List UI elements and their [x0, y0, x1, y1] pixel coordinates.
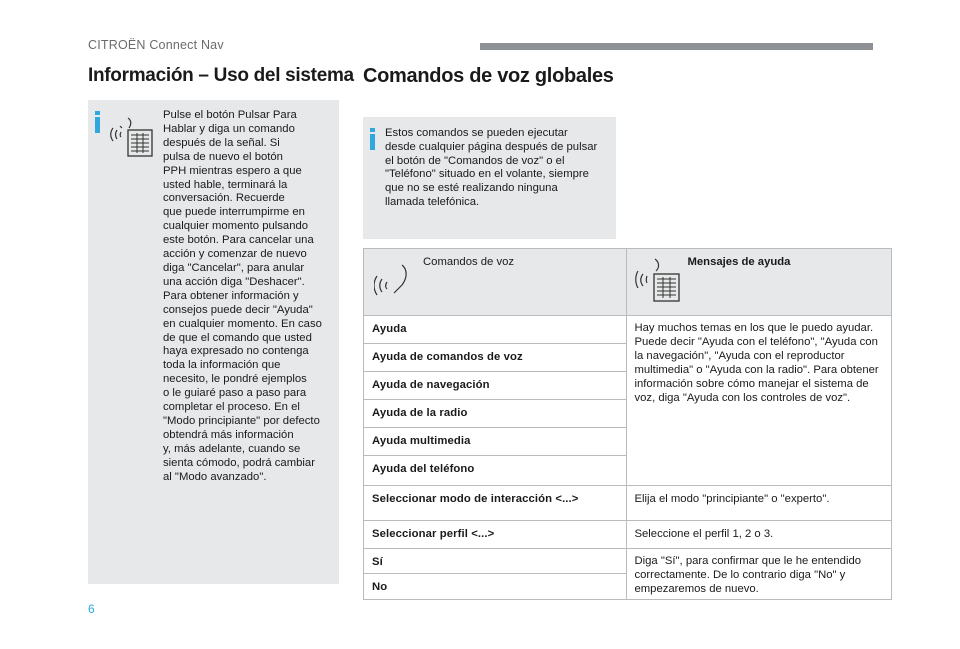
header-brand: CITROËN Connect Nav [88, 38, 224, 52]
table-row [364, 521, 892, 549]
voice-icon [374, 263, 410, 301]
note-text: Estos comandos se pueden ejecutar desde cualquier página después de pulsar el botón de "Comandos de voz" o el "Teléfono" situado en el volante, siempre que no se esté realizando ninguna llamada telefónica. [385, 127, 598, 208]
table-row [364, 549, 892, 574]
table-row [364, 316, 892, 344]
info-icon [95, 111, 100, 133]
message-cell: Seleccione el perfil 1, 2 o 3. [627, 521, 892, 549]
command-cell: Ayuda multimedia [364, 428, 627, 456]
table-header-row [364, 249, 892, 316]
info-panel [88, 100, 339, 584]
header-commands-label: Comandos de voz [423, 256, 515, 268]
left-section-title: Información – Uso del sistema [88, 65, 354, 86]
command-cell: Ayuda de comandos de voz [364, 344, 627, 372]
message-cell: Diga "Sí", para confirmar que le he entendido correctamente. De lo contrario diga "No" y empezaremos de nuevo. [627, 549, 892, 600]
right-section-title: Comandos de voz globales [363, 65, 614, 87]
header-bar [480, 43, 873, 50]
command-cell: Ayuda del teléfono [364, 456, 627, 486]
message-cell: Hay muchos temas en los que le puedo ayudar. Puede decir "Ayuda con el teléfono", "Ayuda con la navegación", "Ayuda con el reproductor multimedia" o "Ayuda con la radio". Para obtener información sobre cómo manejar el sistema de voz, diga "Ayuda con los controles de voz". [627, 316, 892, 486]
table-row [364, 486, 892, 521]
note-panel [363, 117, 616, 239]
command-cell: Seleccionar perfil <...> [364, 521, 627, 549]
info-text: Pulse el botón Pulsar Para Hablar y diga un comando después de la señal. Si pulsa de nuevo el botón PPH mientras espero a que usted hable, terminará la conversación. Recuerde que puede interrumpirme en cualquier momento pulsando este botón. Para cancelar una acción y comenzar de nuevo diga "Cancelar", para anular una acción diga "Deshacer". Para obtener información y consejos puede decir "Ayuda" en cualquier momento. En caso de que el comando que usted haya expresado no contenga toda la información que necesito, le pondré ejemplos o le guiaré paso a paso para completar el proceso. En el "Modo principiante" por defecto obtendrá más información y, más adelante, cuando se sienta cómodo, podrá cambiar al "Modo avanzado". [163, 109, 322, 483]
info-icon [370, 128, 375, 150]
command-cell: Ayuda [364, 316, 627, 344]
voice-keypad-icon [110, 116, 154, 158]
voice-keypad-icon [635, 257, 681, 303]
header-cell-commands [364, 249, 627, 316]
message-cell: Elija el modo "principiante" o "experto". [627, 486, 892, 521]
voice-commands-table [363, 248, 892, 600]
command-cell: No [364, 574, 627, 600]
header-messages-label: Mensajes de ayuda [687, 256, 791, 268]
command-cell: Sí [364, 549, 627, 574]
command-cell: Ayuda de navegación [364, 372, 627, 400]
page-number: 6 [88, 602, 95, 616]
command-cell: Seleccionar modo de interacción <...> [364, 486, 627, 521]
command-cell: Ayuda de la radio [364, 400, 627, 428]
header-cell-messages [627, 249, 892, 316]
